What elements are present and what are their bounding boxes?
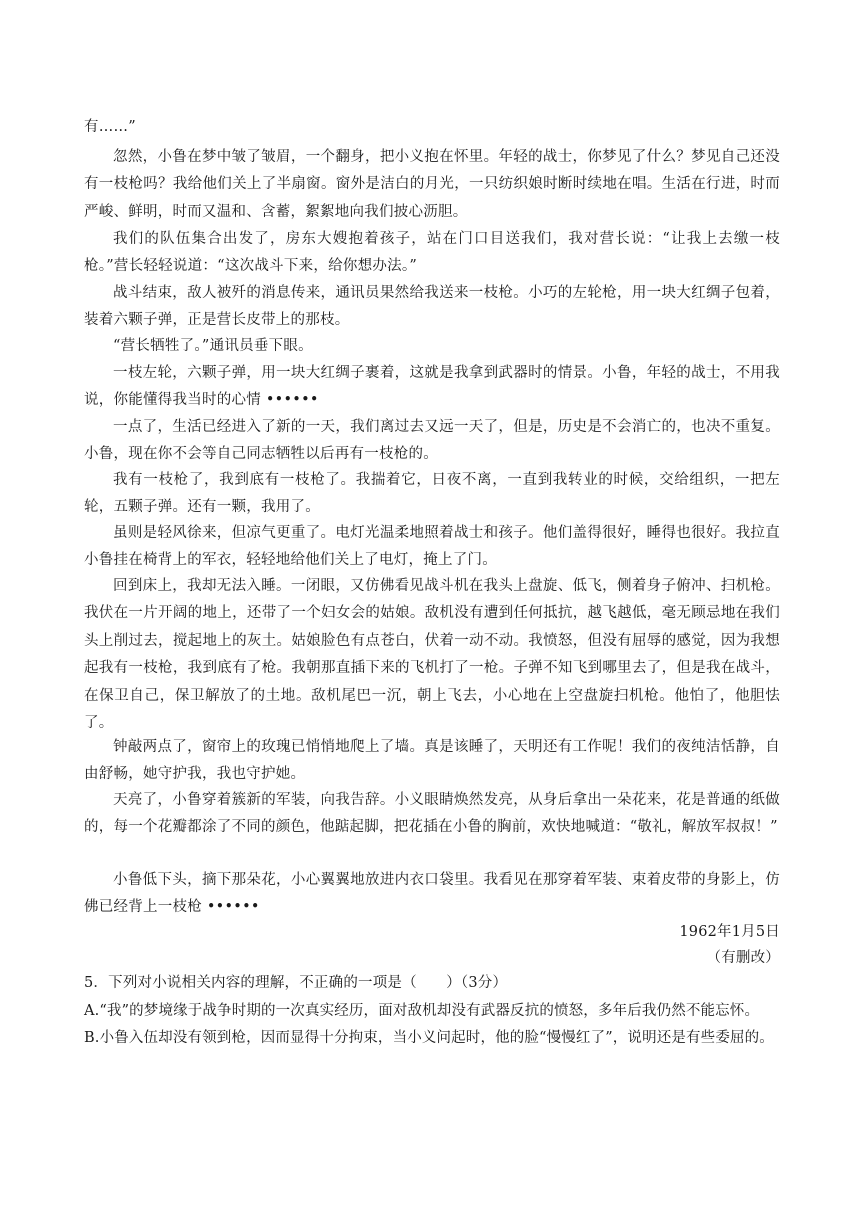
paragraph-6: 一点了，生活已经进入了新的一天，我们离过去又远一天了，但是，历史是不会消亡的，也决不重复。小鲁，现在你不会等自己同志牺牲以后再有一枝枪的。 (84, 419, 780, 463)
paragraph-0: 有……” (84, 119, 136, 135)
paragraph-1: 忽然，小鲁在梦中皱了皱眉，一个翻身，把小义抱在怀里。年轻的战士，你梦见了什么？梦见自己还没有一枝枪吗？我给他们关上了半扇窗。窗外是洁白的月光，一只纺织娘时断时续地在唱。生活在行进，时而严峻、鲜明，时而又温和、含蓄，絮絮地向我们披心沥胆。 (84, 149, 780, 220)
paragraph-9: 回到床上，我却无法入睡。一闭眼，又仿佛看见战斗机在我头上盘旋、低飞，侧着身子俯冲、扫机枪。我伏在一片开阔的地上，还带了一个妇女会的姑娘。敌机没有遭到任何抵抗，越飞越低，毫无顾忌地在我们头上削过去，搅起地上的灰土。姑娘脸色有点苍白，伏着一动不动。我愤怒，但没有屈辱的感觉，因为我想起我有一枝枪，我到底有了枪。我朝那直插下来的飞机打了一枪。子弹不知飞到哪里去了，但是我在战斗，在保卫自己，保卫解放了的土地。敌机尾巴一沉，朝上飞去，小心地在上空盘旋扫机枪。他怕了，他胆怯了。 (84, 578, 780, 732)
paragraph-12: 小鲁低下头，摘下那朵花，小心翼翼地放进内衣口袋里。我看见在那穿着军装、束着皮带的身影上，仿佛已经背上一枝枪 •••••• (84, 872, 780, 916)
paragraph-4: “营长牺牲了。”通讯员垂下眼。 (113, 338, 313, 354)
option-a: A.“我”的梦境缘于战争时期的一次真实经历，面对敌机却没有武器反抗的愤怒，多年后我仍然不能忘怀。 (84, 1003, 760, 1019)
paragraph-7: 我有一枝枪了，我到底有一枝枪了。我揣着它，日夜不离，一直到我转业的时候，交给组织，一把左轮，五颗子弹。还有一颗，我用了。 (84, 472, 780, 516)
paragraph-10: 钟敲两点了，窗帘上的玫瑰已悄悄地爬上了墙。真是该睡了，天明还有工作呢！我们的夜纯洁恬静，自由舒畅，她守护我，我也守护她。 (84, 739, 780, 783)
source-note: （有删改） (706, 950, 780, 966)
paragraph-8: 虽则是轻风徐来，但凉气更重了。电灯光温柔地照着战士和孩子。他们盖得很好，睡得也很好。我拉直小鲁挂在椅背上的军衣，轻轻地给他们关上了电灯，掩上了门。 (84, 525, 780, 569)
paragraph-3: 战斗结束，敌人被歼的消息传来，通讯员果然给我送来一枝枪。小巧的左轮枪，用一块大红绸子包着，装着六颗子弹，正是营长皮带上的那枝。 (84, 285, 780, 329)
paragraph-2: 我们的队伍集合出发了，房东大嫂抱着孩子，站在门口目送我们，我对营长说：“让我上去缴一枝枪。”营长轻轻说道：“这次战斗下来，给你想办法。” (84, 231, 780, 275)
option-b: B.小鲁入伍却没有领到枪，因而显得十分拘束，当小义问起时，他的脸“慢慢红了”，说明还是有些委屈的。 (84, 1030, 774, 1046)
question-stem: 5．下列对小说相关内容的理解，不正确的一项是（ ）（3分） (84, 975, 508, 991)
date-line: 1962年1月5日 (679, 924, 780, 940)
paragraph-11: 天亮了，小鲁穿着簇新的军装，向我告辞。小义眼睛焕然发亮，从身后拿出一朵花来，花是普通的纸做的，每一个花瓣都涂了不同的颜色，他踮起脚，把花插在小鲁的胸前，欢快地喊道：“敬礼，解放军叔叔！” (84, 792, 780, 836)
paragraph-5: 一枝左轮，六颗子弹，用一块大红绸子裹着，这就是我拿到武器时的情景。小鲁，年轻的战士，不用我说，你能懂得我当时的心情 •••••• (84, 365, 780, 409)
